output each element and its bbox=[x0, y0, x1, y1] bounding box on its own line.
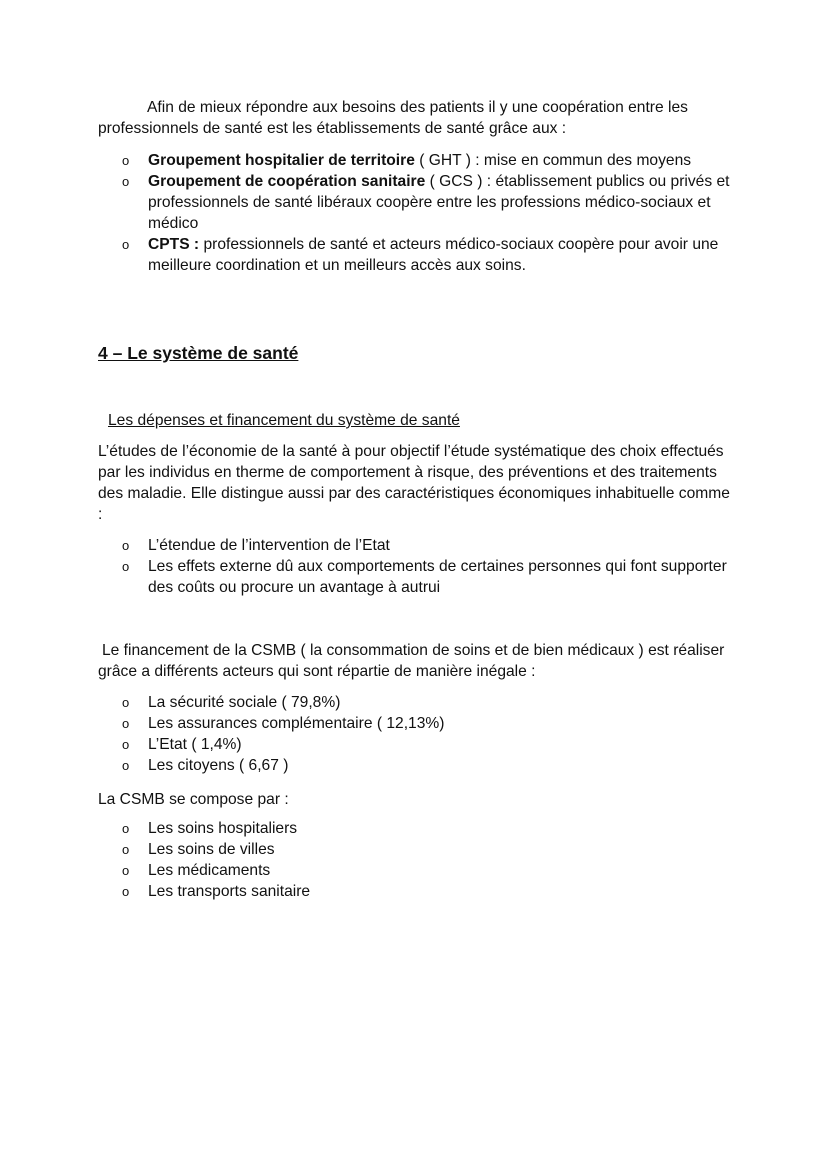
section-heading: 4 – Le système de santé bbox=[98, 343, 299, 363]
circle-bullet-icon: o bbox=[122, 737, 130, 752]
financing-list bbox=[98, 692, 738, 776]
list-item-text: Les transports sanitaire bbox=[148, 883, 311, 900]
list-item-text: Les assurances complémentaire ( 12,13%) bbox=[148, 715, 445, 732]
list-item-text: ( GCS ) : établissement publics ou privés et professionnels de santé libéraux coopère entre les professions médico-sociaux et médico bbox=[148, 173, 730, 232]
csmb-list bbox=[98, 818, 738, 902]
circle-bullet-icon: o bbox=[122, 716, 130, 731]
economics-paragraph: L’études de l’économie de la santé à pour objectif l’étude systématique des choix effectués par les individus en therme de comportement à risque, des préventions et des traitements des maladie. Elle distingue aussi par des caractéristiques économiques inhabituelle comme : bbox=[98, 443, 730, 523]
list-item-term: Groupement de coopération sanitaire bbox=[148, 173, 426, 190]
circle-bullet-icon: o bbox=[122, 237, 130, 252]
list-item-text: Les effets externe dû aux comportements de certaines personnes qui font supporter des coûts ou procure un avantage à autrui bbox=[148, 558, 727, 596]
circle-bullet-icon: o bbox=[122, 174, 130, 189]
list-item bbox=[98, 839, 738, 860]
economics-list bbox=[98, 535, 738, 598]
list-item bbox=[98, 692, 738, 713]
list-item-text: Les soins hospitaliers bbox=[148, 820, 298, 837]
circle-bullet-icon: o bbox=[122, 538, 130, 553]
list-item bbox=[98, 556, 738, 598]
list-item-text: professionnels de santé et acteurs médico-sociaux coopère pour avoir une meilleure coordination et un meilleurs accès aux soins. bbox=[148, 236, 719, 274]
list-item-text: Les citoyens ( 6,67 ) bbox=[148, 757, 289, 774]
circle-bullet-icon: o bbox=[122, 758, 130, 773]
list-item bbox=[98, 171, 738, 234]
list-item-text: Les médicaments bbox=[148, 862, 271, 879]
list-item bbox=[98, 755, 738, 776]
list-item-text: L’étendue de l’intervention de l’Etat bbox=[148, 537, 390, 554]
list-item bbox=[98, 734, 738, 755]
list-item-text: La sécurité sociale ( 79,8%) bbox=[148, 694, 341, 711]
list-item bbox=[98, 535, 738, 556]
list-item bbox=[98, 713, 738, 734]
financing-paragraph: Le financement de la CSMB ( la consommation de soins et de bien médicaux ) est réaliser grâce a différents acteurs qui sont répartie de manière inégale : bbox=[98, 642, 725, 680]
subsection-heading: Les dépenses et financement du système de santé bbox=[108, 412, 460, 429]
circle-bullet-icon: o bbox=[122, 884, 130, 899]
list-item bbox=[98, 881, 738, 902]
circle-bullet-icon: o bbox=[122, 863, 130, 878]
circle-bullet-icon: o bbox=[122, 559, 130, 574]
circle-bullet-icon: o bbox=[122, 695, 130, 710]
list-item bbox=[98, 860, 738, 881]
list-item-text: L’Etat ( 1,4%) bbox=[148, 736, 242, 753]
list-item-text: Les soins de villes bbox=[148, 841, 275, 858]
list-item bbox=[98, 234, 738, 276]
circle-bullet-icon: o bbox=[122, 842, 130, 857]
list-item-term: Groupement hospitalier de territoire bbox=[148, 152, 415, 169]
list-item-term: CPTS : bbox=[148, 236, 200, 253]
list-item-text: ( GHT ) : mise en commun des moyens bbox=[414, 152, 692, 169]
cooperation-list bbox=[98, 150, 738, 276]
list-item bbox=[98, 150, 738, 171]
intro-paragraph: Afin de mieux répondre aux besoins des patients il y une coopération entre les professionnels de santé est les établissements de santé grâce aux : bbox=[98, 99, 688, 137]
list-item bbox=[98, 818, 738, 839]
circle-bullet-icon: o bbox=[122, 153, 130, 168]
circle-bullet-icon: o bbox=[122, 821, 130, 836]
csmb-paragraph: La CSMB se compose par : bbox=[98, 791, 289, 808]
